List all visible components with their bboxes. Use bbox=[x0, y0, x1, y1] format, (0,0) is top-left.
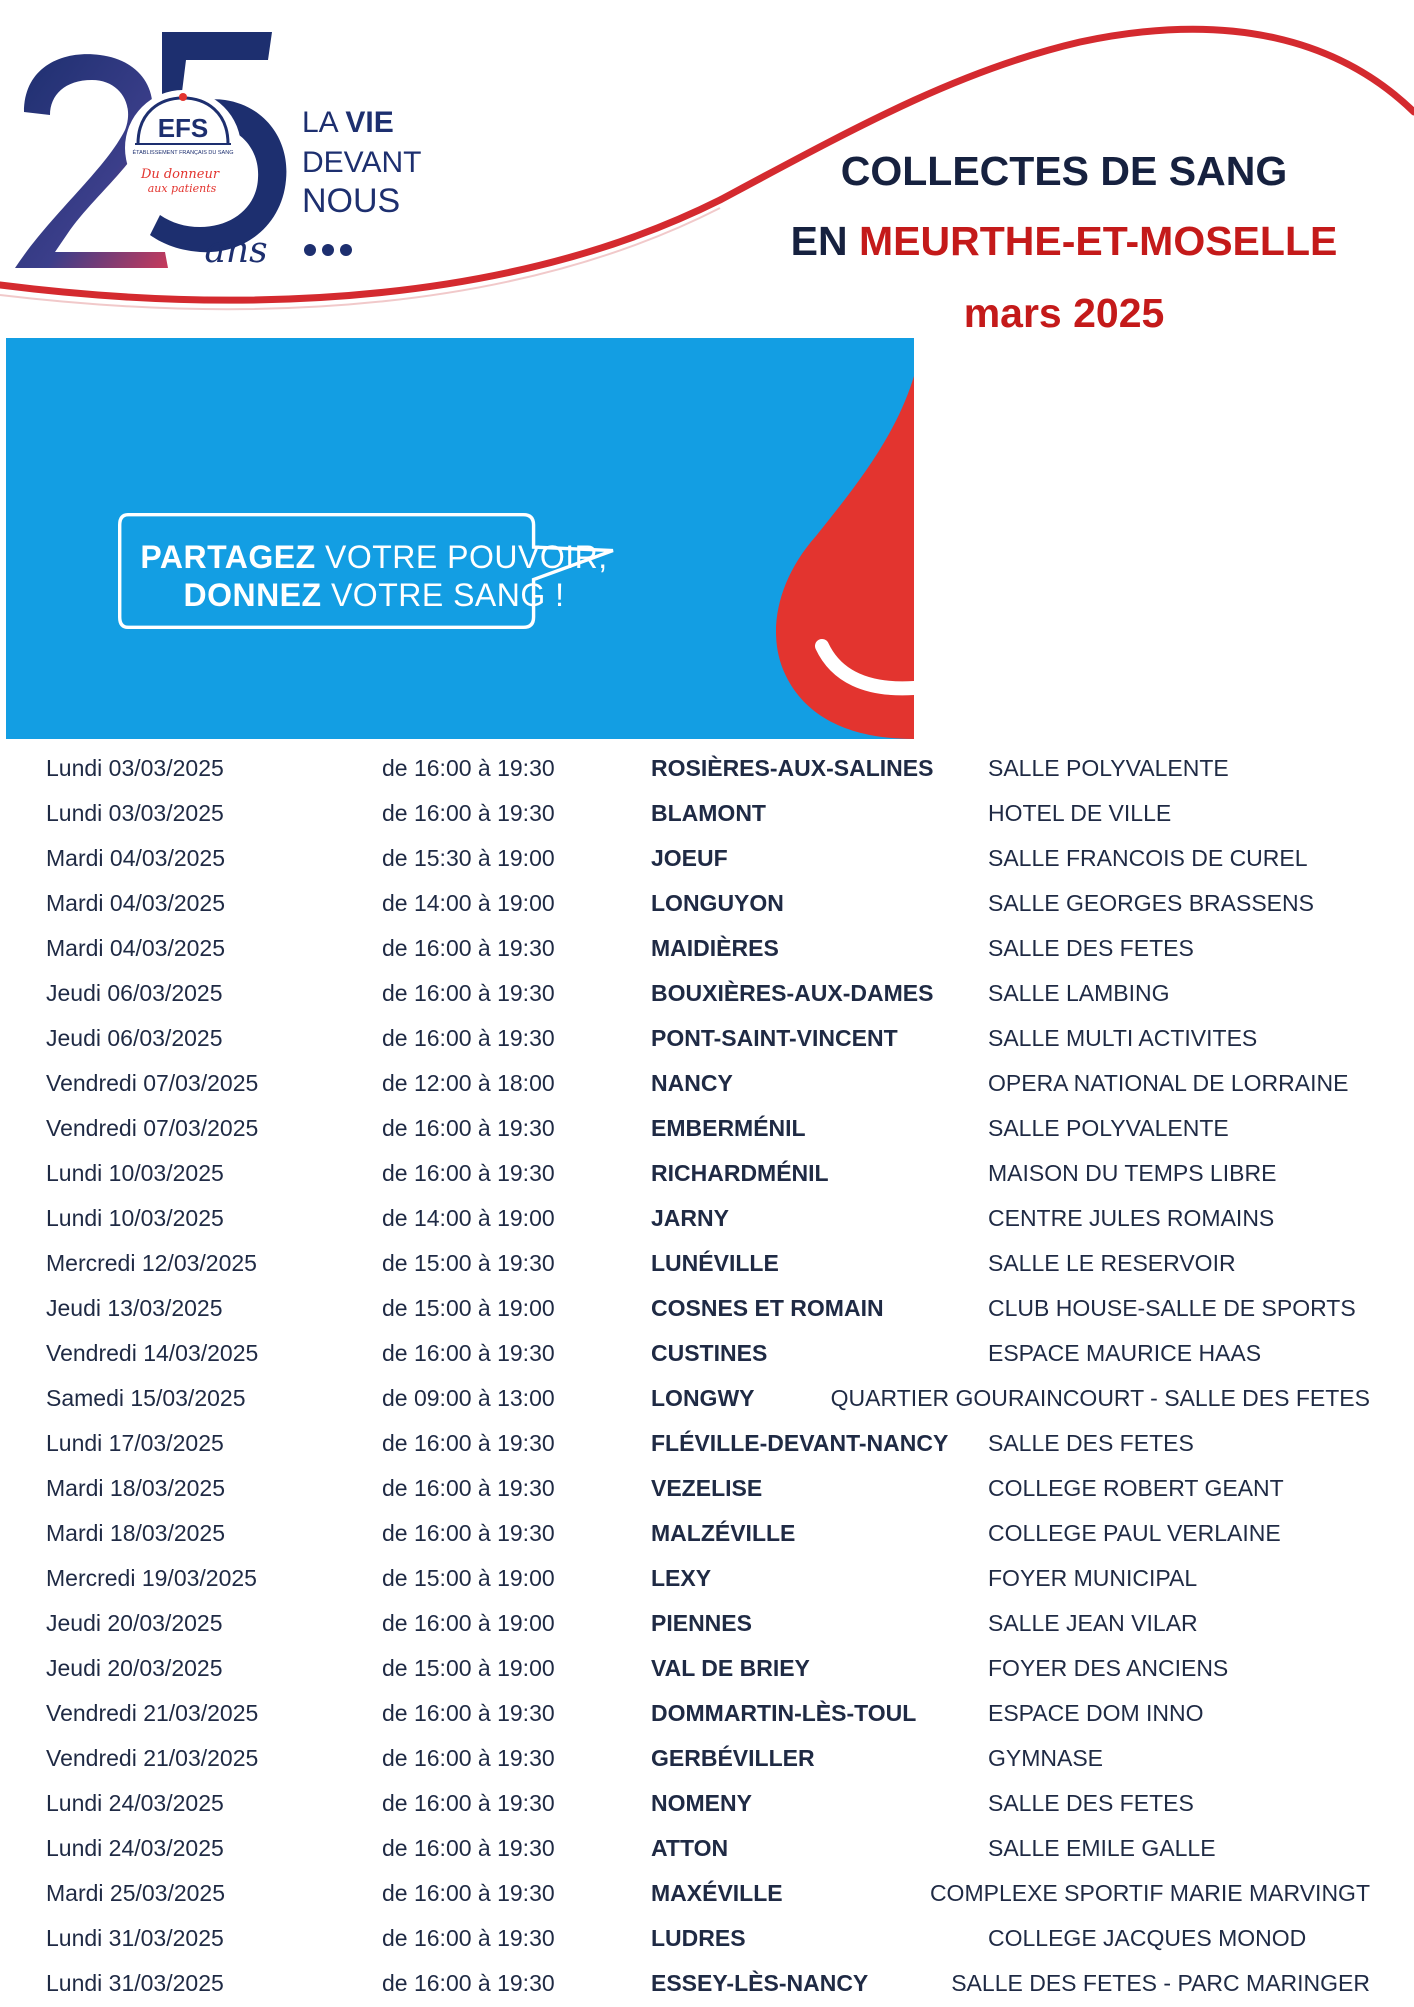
row-date: Lundi 10/03/2025 bbox=[46, 1205, 224, 1231]
row-place: MAISON DU TEMPS LIBRE bbox=[988, 1160, 1277, 1186]
schedule-row bbox=[0, 1557, 1414, 1602]
subtitle-prefix: EN bbox=[790, 218, 848, 264]
row-place: OPERA NATIONAL DE LORRAINE bbox=[988, 1070, 1349, 1096]
schedule-row bbox=[0, 1647, 1414, 1692]
row-city: BLAMONT bbox=[651, 800, 766, 826]
row-city: EMBERMÉNIL bbox=[651, 1115, 806, 1141]
period-label: mars 2025 bbox=[963, 290, 1165, 336]
schedule-row bbox=[0, 1332, 1414, 1377]
row-place: FOYER MUNICIPAL bbox=[988, 1565, 1198, 1591]
schedule-row bbox=[0, 837, 1414, 882]
row-time: de 16:00 à 19:30 bbox=[382, 1475, 555, 1501]
schedule-row bbox=[0, 1602, 1414, 1647]
schedule-row bbox=[0, 1512, 1414, 1557]
schedule-row bbox=[0, 792, 1414, 837]
row-place: COMPLEXE SPORTIF MARIE MARVINGT bbox=[929, 1880, 1370, 1906]
schedule-row bbox=[0, 972, 1414, 1017]
tagline-dot bbox=[304, 244, 316, 256]
row-time: de 16:00 à 19:30 bbox=[382, 1790, 555, 1816]
page-title: COLLECTES DE SANG bbox=[840, 148, 1288, 194]
row-city: ROSIÈRES-AUX-SALINES bbox=[651, 755, 934, 781]
row-time: de 14:00 à 19:00 bbox=[382, 890, 555, 916]
row-date: Mercredi 12/03/2025 bbox=[46, 1250, 257, 1276]
row-city: ESSEY-LÈS-NANCY bbox=[651, 1970, 869, 1996]
row-date: Vendredi 21/03/2025 bbox=[46, 1700, 259, 1726]
row-place: GYMNASE bbox=[988, 1745, 1104, 1771]
tagline-dot bbox=[322, 244, 334, 256]
row-place: SALLE LAMBING bbox=[988, 980, 1170, 1006]
slogan-line-1: PARTAGEZ VOTRE POUVOIR, bbox=[140, 539, 608, 575]
tagline-nous: NOUS bbox=[302, 182, 401, 220]
row-date: Mardi 04/03/2025 bbox=[46, 845, 226, 871]
row-date: Lundi 31/03/2025 bbox=[46, 1970, 224, 1996]
row-time: de 16:00 à 19:30 bbox=[382, 980, 555, 1006]
row-place: SALLE DES FETES bbox=[988, 1790, 1194, 1816]
row-city: NOMENY bbox=[651, 1790, 752, 1816]
row-place: SALLE MULTI ACTIVITES bbox=[988, 1025, 1258, 1051]
row-city: LONGUYON bbox=[651, 890, 784, 916]
row-city: MAXÉVILLE bbox=[651, 1880, 783, 1906]
tagline-devant: DEVANT bbox=[302, 146, 422, 179]
row-time: de 16:00 à 19:30 bbox=[382, 1430, 555, 1456]
row-date: Jeudi 06/03/2025 bbox=[46, 980, 223, 1006]
tagline-dot bbox=[340, 244, 352, 256]
row-city: LONGWY bbox=[651, 1385, 755, 1411]
row-place: SALLE JEAN VILAR bbox=[988, 1610, 1198, 1636]
row-date: Jeudi 20/03/2025 bbox=[46, 1610, 223, 1636]
schedule-row bbox=[0, 1107, 1414, 1152]
row-place: HOTEL DE VILLE bbox=[988, 800, 1172, 826]
row-place: SALLE FRANCOIS DE CUREL bbox=[988, 845, 1308, 871]
row-place: SALLE POLYVALENTE bbox=[988, 1115, 1229, 1141]
efs-full-name: ÉTABLISSEMENT FRANÇAIS DU SANG bbox=[132, 150, 234, 156]
schedule-row bbox=[0, 1062, 1414, 1107]
row-place: SALLE DES FETES bbox=[988, 1430, 1194, 1456]
slogan-line-2: DONNEZ VOTRE SANG ! bbox=[183, 577, 565, 613]
row-time: de 16:00 à 19:30 bbox=[382, 1700, 555, 1726]
efs-25-logo bbox=[10, 20, 440, 290]
row-time: de 16:00 à 19:30 bbox=[382, 1115, 555, 1141]
tagline-la: LA bbox=[302, 106, 338, 139]
row-city: LUNÉVILLE bbox=[651, 1250, 779, 1276]
row-time: de 15:00 à 19:00 bbox=[382, 1295, 555, 1321]
row-time: de 14:00 à 19:00 bbox=[382, 1205, 555, 1231]
row-place: FOYER DES ANCIENS bbox=[988, 1655, 1229, 1681]
row-place: COLLEGE JACQUES MONOD bbox=[988, 1925, 1307, 1951]
row-place: CLUB HOUSE-SALLE DE SPORTS bbox=[988, 1295, 1356, 1321]
schedule-row bbox=[0, 1152, 1414, 1197]
row-date: Vendredi 07/03/2025 bbox=[46, 1070, 259, 1096]
svg-text:LA VIE bbox=[302, 106, 394, 139]
row-time: de 16:00 à 19:30 bbox=[382, 935, 555, 961]
row-date: Lundi 17/03/2025 bbox=[46, 1430, 224, 1456]
schedule-row bbox=[0, 882, 1414, 927]
row-time: de 16:00 à 19:30 bbox=[382, 1745, 555, 1771]
row-city: GERBÉVILLER bbox=[651, 1745, 815, 1771]
row-date: Lundi 10/03/2025 bbox=[46, 1160, 224, 1186]
page-subtitle bbox=[754, 218, 1374, 265]
row-time: de 16:00 à 19:30 bbox=[382, 1520, 555, 1546]
row-place: COLLEGE ROBERT GEANT bbox=[988, 1475, 1284, 1501]
row-city: JARNY bbox=[651, 1205, 729, 1231]
schedule-row bbox=[0, 1917, 1414, 1962]
schedule-row bbox=[0, 1467, 1414, 1512]
row-date: Vendredi 21/03/2025 bbox=[46, 1745, 259, 1771]
row-city: VAL DE BRIEY bbox=[651, 1655, 810, 1681]
row-date: Mardi 18/03/2025 bbox=[46, 1520, 226, 1546]
row-city: FLÉVILLE-DEVANT-NANCY bbox=[651, 1430, 949, 1456]
row-date: Vendredi 14/03/2025 bbox=[46, 1340, 259, 1366]
row-time: de 15:30 à 19:00 bbox=[382, 845, 555, 871]
blood-drop-icon bbox=[746, 376, 914, 739]
row-place: COLLEGE PAUL VERLAINE bbox=[988, 1520, 1281, 1546]
schedule-row bbox=[0, 1242, 1414, 1287]
schedule-row bbox=[0, 1287, 1414, 1332]
row-city: PONT-SAINT-VINCENT bbox=[651, 1025, 898, 1051]
row-time: de 09:00 à 13:00 bbox=[382, 1385, 555, 1411]
row-time: de 16:00 à 19:30 bbox=[382, 1925, 555, 1951]
collection-schedule bbox=[0, 747, 1414, 2007]
row-date: Mardi 04/03/2025 bbox=[46, 935, 226, 961]
row-date: Lundi 24/03/2025 bbox=[46, 1790, 224, 1816]
row-place: SALLE EMILE GALLE bbox=[988, 1835, 1216, 1861]
schedule-row bbox=[0, 1197, 1414, 1242]
row-date: Mardi 18/03/2025 bbox=[46, 1475, 226, 1501]
row-city: LEXY bbox=[651, 1565, 712, 1591]
row-city: COSNES ET ROMAIN bbox=[651, 1295, 884, 1321]
schedule-row bbox=[0, 1377, 1414, 1422]
row-date: Jeudi 13/03/2025 bbox=[46, 1295, 223, 1321]
row-date: Mardi 04/03/2025 bbox=[46, 890, 226, 916]
row-place: SALLE LE RESERVOIR bbox=[988, 1250, 1236, 1276]
row-time: de 16:00 à 19:00 bbox=[382, 1610, 555, 1636]
row-city: BOUXIÈRES-AUX-DAMES bbox=[651, 980, 934, 1006]
row-time: de 12:00 à 18:00 bbox=[382, 1070, 555, 1096]
row-city: RICHARDMÉNIL bbox=[651, 1160, 829, 1186]
row-date: Samedi 15/03/2025 bbox=[46, 1385, 246, 1411]
row-city: PIENNES bbox=[651, 1610, 752, 1636]
row-city: MALZÉVILLE bbox=[651, 1520, 796, 1546]
schedule-row bbox=[0, 1962, 1414, 2007]
schedule-row bbox=[0, 1872, 1414, 1917]
row-time: de 15:00 à 19:00 bbox=[382, 1655, 555, 1681]
schedule-row bbox=[0, 1692, 1414, 1737]
row-place: QUARTIER GOURAINCOURT - SALLE DES FETES bbox=[830, 1385, 1370, 1411]
row-time: de 16:00 à 19:30 bbox=[382, 1340, 555, 1366]
row-city: ATTON bbox=[651, 1835, 729, 1861]
region-name: MEURTHE-ET-MOSELLE bbox=[859, 218, 1338, 264]
row-time: de 16:00 à 19:30 bbox=[382, 1835, 555, 1861]
row-date: Lundi 03/03/2025 bbox=[46, 755, 224, 781]
row-time: de 16:00 à 19:30 bbox=[382, 755, 555, 781]
row-time: de 16:00 à 19:30 bbox=[382, 1880, 555, 1906]
row-date: Lundi 24/03/2025 bbox=[46, 1835, 224, 1861]
row-time: de 16:00 à 19:30 bbox=[382, 800, 555, 826]
schedule-row bbox=[0, 1827, 1414, 1872]
row-time: de 16:00 à 19:30 bbox=[382, 1025, 555, 1051]
row-date: Lundi 31/03/2025 bbox=[46, 1925, 224, 1951]
efs-text: EFS bbox=[157, 113, 209, 143]
row-time: de 16:00 à 19:30 bbox=[382, 1970, 555, 1996]
schedule-row bbox=[0, 1737, 1414, 1782]
row-date: Jeudi 20/03/2025 bbox=[46, 1655, 223, 1681]
row-place: SALLE DES FETES bbox=[988, 935, 1194, 961]
row-city: DOMMARTIN-LÈS-TOUL bbox=[651, 1700, 917, 1726]
row-date: Jeudi 06/03/2025 bbox=[46, 1025, 223, 1051]
row-place: SALLE DES FETES - PARC MARINGER bbox=[951, 1970, 1370, 1996]
tagline-vie: VIE bbox=[345, 106, 394, 139]
row-city: VEZELISE bbox=[651, 1475, 763, 1501]
row-time: de 16:00 à 19:30 bbox=[382, 1160, 555, 1186]
row-time: de 15:00 à 19:00 bbox=[382, 1565, 555, 1591]
schedule-row bbox=[0, 1017, 1414, 1062]
row-place: CENTRE JULES ROMAINS bbox=[988, 1205, 1275, 1231]
row-city: JOEUF bbox=[651, 845, 728, 871]
efs-slogan-2: aux patients bbox=[147, 182, 217, 195]
row-city: LUDRES bbox=[651, 1925, 746, 1951]
row-place: ESPACE DOM INNO bbox=[988, 1700, 1204, 1726]
schedule-row bbox=[0, 747, 1414, 792]
row-date: Lundi 03/03/2025 bbox=[46, 800, 224, 826]
row-place: SALLE POLYVALENTE bbox=[988, 755, 1229, 781]
row-city: MAIDIÈRES bbox=[651, 935, 779, 961]
row-date: Vendredi 07/03/2025 bbox=[46, 1115, 259, 1141]
efs-slogan-1: Du donneur bbox=[140, 167, 220, 182]
row-date: Mardi 25/03/2025 bbox=[46, 1880, 226, 1906]
row-city: NANCY bbox=[651, 1070, 733, 1096]
schedule-row bbox=[0, 927, 1414, 972]
row-place: SALLE GEORGES BRASSENS bbox=[988, 890, 1314, 916]
campaign-banner bbox=[6, 338, 914, 739]
row-date: Mercredi 19/03/2025 bbox=[46, 1565, 257, 1591]
schedule-row bbox=[0, 1782, 1414, 1827]
row-place: ESPACE MAURICE HAAS bbox=[988, 1340, 1262, 1366]
row-city: CUSTINES bbox=[651, 1340, 768, 1366]
banner-slogan bbox=[118, 538, 630, 614]
ans-text: ans bbox=[204, 230, 268, 271]
row-time: de 15:00 à 19:30 bbox=[382, 1250, 555, 1276]
schedule-row bbox=[0, 1422, 1414, 1467]
